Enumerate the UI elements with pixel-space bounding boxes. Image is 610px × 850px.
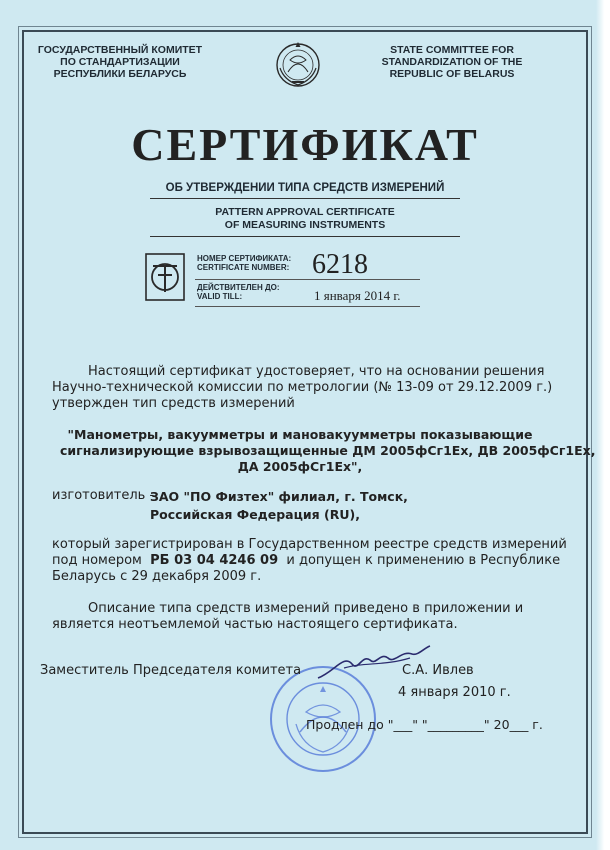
instrument-line: сигнализирующие взрывозащищенные ДМ 2005фСг1Ех, ДВ 2005фСг1Ех, (60, 443, 596, 458)
issuer-name-ru (30, 44, 210, 80)
issuer-name-en (362, 44, 542, 80)
label-en: VALID TILL: (197, 292, 243, 301)
manufacturer-name (150, 488, 408, 524)
document-subtitle-en (150, 206, 460, 237)
issuer-ru-line: ПО СТАНДАРТИЗАЦИИ (60, 56, 180, 68)
valid-till-date: 1 января 2014 г. (314, 288, 401, 303)
signatory-name: С.А. Ивлев (402, 663, 474, 678)
label-ru: НОМЕР СЕРТИФИКАТА: (197, 254, 292, 263)
paragraph-line: является неотъемлемой частью настоящего сертификата. (52, 617, 458, 632)
signatory-position: Заместитель Председателя комитета (40, 663, 302, 678)
document-title: СЕРТИФИКАТ (131, 119, 479, 170)
instrument-line: ДА 2005фСг1Ех", (237, 459, 363, 474)
approval-paragraph (52, 364, 553, 412)
description-paragraph (52, 601, 527, 633)
paragraph-line: утвержден тип средств измерений (52, 396, 295, 411)
valid-till-label (197, 283, 307, 301)
certificate-number: 6218 (312, 249, 368, 280)
paragraph-line: Беларусь с 29 декабря 2009 г. (52, 569, 262, 584)
divider (195, 306, 420, 307)
manufacturer-line: ЗАО "ПО Физтех" филиал, г. Томск, (150, 489, 408, 504)
manufacturer-label: изготовитель - (52, 488, 155, 503)
paragraph-line (52, 553, 561, 569)
certificate-number-label (197, 254, 307, 272)
divider (195, 279, 420, 280)
registry-prefix: под номером (52, 553, 142, 568)
label-ru: ДЕЙСТВИТЕЛЕН ДО: (197, 283, 280, 292)
paragraph-line: Описание типа средств измерений приведено в приложении и (88, 601, 524, 616)
signature-date: 4 января 2010 г. (398, 685, 511, 700)
manufacturer-line: Российская Федерация (RU), (150, 507, 360, 522)
paragraph-line: который зарегистрирован в Государственном реестре средств измерений (52, 537, 567, 552)
subtitle-en-line: OF MEASURING INSTRUMENTS (224, 219, 386, 231)
paragraph-line: Настоящий сертификат удостоверяет, что на основании решения (88, 364, 545, 379)
label-en: CERTIFICATE NUMBER: (197, 263, 290, 272)
instrument-line: "Манометры, вакуумметры и мановакуумметры показывающие (67, 427, 533, 442)
document-subtitle: ОБ УТВЕРЖДЕНИИ ТИПА СРЕДСТВ ИЗМЕРЕНИЙ (150, 182, 460, 199)
issuer-ru-line: ГОСУДАРСТВЕННЫЙ КОМИТЕТ (37, 44, 203, 56)
certification-logo-icon (145, 253, 185, 301)
registry-suffix: и допущен к применению в Республике (286, 553, 561, 568)
coat-of-arms-emblem (272, 38, 324, 90)
registry-number: РБ 03 04 4246 09 (150, 553, 279, 568)
issuer-en-line: STATE COMMITTEE FOR (390, 44, 514, 56)
issuer-ru-line: РЕСПУБЛИКИ БЕЛАРУСЬ (53, 68, 187, 80)
issuer-en-line: REPUBLIC OF BELARUS (389, 68, 515, 80)
extended-until-line: Продлен до "___" "_________" 20___ г. (306, 717, 543, 732)
subtitle-en-line: PATTERN APPROVAL CERTIFICATE (215, 206, 395, 218)
paragraph-line: Научно-технической комиссии по метрологии (№ 13-09 от 29.12.2009 г.) (52, 380, 553, 395)
instrument-type-name (60, 427, 596, 475)
registry-paragraph (52, 537, 567, 585)
issuer-en-line: STANDARDIZATION OF THE (381, 56, 523, 68)
